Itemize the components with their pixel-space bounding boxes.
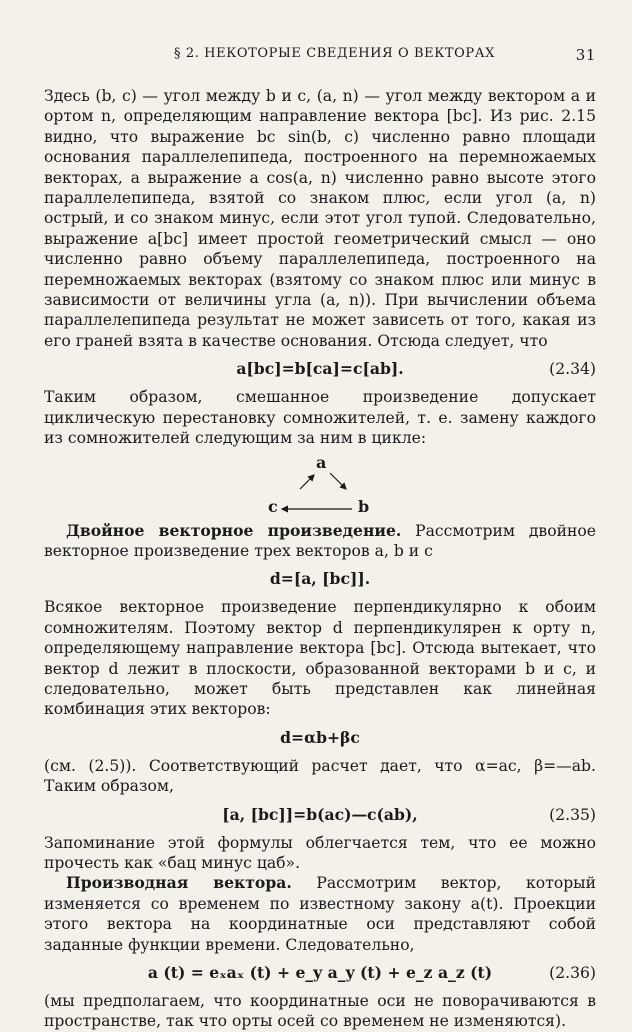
equation-number-2-35: (2.35): [549, 805, 596, 824]
paragraph-6: Запоминание этой формулы облегчается тем, что ее можно прочесть как «бац минус цаб».: [44, 833, 596, 872]
formula-d: [44, 567, 596, 591]
paragraph-4: Всякое векторное произведение перпендикулярно к обоим сомножителям. Поэтому вектор d перпендикулярен к орту n, определяющему направление вектора [bc]. Отсюда вытекает, что вектор d лежит в плоскости, образованной векторами b и c, и следовательно, может быть представлен как линейная комбинация этих векторов:: [44, 598, 596, 719]
arrow-c-to-a: [300, 475, 314, 489]
equation-number-2-36: (2.36): [549, 964, 596, 982]
paragraph-3: [44, 521, 596, 562]
paragraph-3-text: Рассмотрим двойное векторное произведение трех векторов a, b и c: [44, 521, 596, 560]
formula-2-35: [44, 803, 596, 827]
section-title: § 2. НЕКОТОРЫЕ СВЕДЕНИЯ О ВЕКТОРАХ: [174, 46, 496, 61]
equation-number-2-34: (2.34): [549, 360, 596, 379]
running-head: [44, 46, 596, 66]
heading-vector-derivative: Производная вектора.: [66, 873, 292, 893]
formula-2-34-expr: a[bc]=b[ca]=c[ab].: [236, 359, 404, 379]
paragraph-7-text: Рассмотрим вектор, который изменяется со временем по известному закону a(t). Проекции этого вектора на координатные оси представляют собой заданные функции времени. Следовательно,: [44, 874, 596, 954]
body-text: [44, 86, 596, 1032]
formula-combination-expr: d=αb+βc: [280, 727, 360, 747]
paragraph-5: (см. (2.5)). Соответствующий расчет дает, что α=ac, β=—ab. Таким образом,: [44, 756, 596, 796]
cyclic-permutation-diagram: [260, 453, 380, 521]
cycle-label-c: c: [268, 496, 278, 516]
formula-2-36: [44, 961, 596, 985]
cycle-label-b: b: [358, 496, 370, 516]
cycle-arrows: [260, 453, 380, 521]
paragraph-7: [44, 873, 596, 955]
arrow-a-to-b: [330, 473, 346, 489]
paragraph-8: (мы предполагаем, что координатные оси не поворачиваются в пространстве, так что орты осей со временем не изменяются).: [44, 992, 596, 1031]
paragraph-1: Здесь (b, c) — угол между b и c, (a, n) — угол между вектором a и ортом n, определяющим направление вектора [bc]. Из рис. 2.15 видно, что выражение bc sin(b, c) численно равно площади основания параллелепипеда, построенного на перемножаемых векторах, а выражение a cos(a, n) численно равно высоте этого параллелепипеда, взятой со знаком плюс, если угол (a, n) острый, и со знаком минус, если этот угол тупой. Следовательно, выражение a[bc] имеет простой геометрический смысл — оно численно равно объему параллелепипеда, построенного на перемножаемых векторах (взятому со знаком плюс или минус в зависимости от величины угла (a, n)). При вычислении объема параллелепипеда результат не может зависеть от того, какая из его граней взята в качестве основания. Отсюда следует, что: [44, 87, 596, 350]
heading-double-product: Двойное векторное произведение.: [66, 520, 402, 540]
formula-combination: [44, 726, 596, 750]
formula-d-expr: d=[a, [bc]].: [269, 569, 371, 589]
page-number: 31: [575, 46, 596, 64]
formula-2-35-expr: [a, [bc]]=b(ac)—c(ab),: [222, 804, 418, 824]
formula-2-36-expr: a (t) = eₓaₓ (t) + e_y a_y (t) + e_z a_z (t): [147, 963, 493, 982]
cycle-label-a: a: [316, 452, 327, 472]
formula-2-34: [44, 357, 596, 381]
paragraph-2: Таким образом, смешанное произведение допускает циклическую перестановку сомножителей, т. е. замену каждого из сомножителей следующим за ним в цикле:: [44, 388, 596, 448]
